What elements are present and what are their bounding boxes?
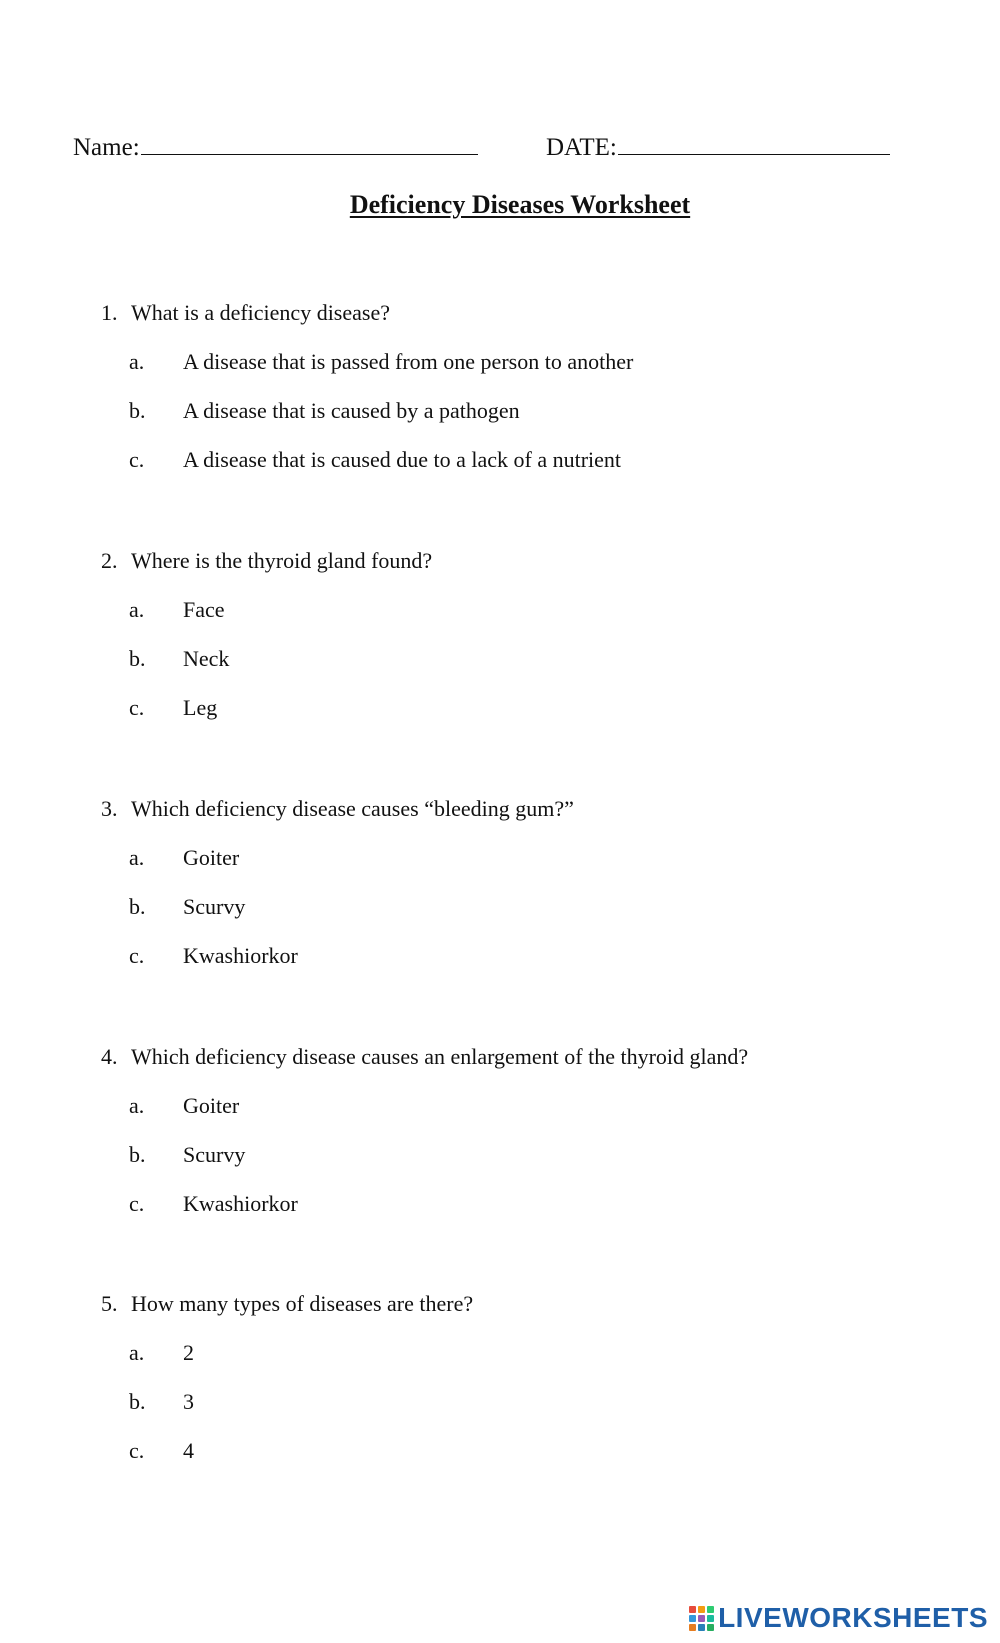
liveworksheets-watermark <box>689 1599 988 1637</box>
question-2 <box>101 548 961 744</box>
option-letter: a. <box>129 349 145 374</box>
option-a[interactable] <box>129 1340 961 1389</box>
date-field[interactable] <box>546 132 890 162</box>
option-a[interactable] <box>129 597 961 646</box>
question-text: What is a deficiency disease? <box>131 300 390 325</box>
question-text: How many types of diseases are there? <box>131 1291 474 1316</box>
worksheet-title: Deficiency Diseases Worksheet <box>349 190 691 219</box>
option-letter: a. <box>129 845 145 870</box>
logo-square <box>707 1615 714 1622</box>
question-text: Where is the thyroid gland found? <box>131 548 433 573</box>
option-letter: c. <box>129 447 145 472</box>
option-letter: c. <box>129 695 145 720</box>
option-text: Neck <box>183 646 230 671</box>
header-row <box>73 132 953 172</box>
option-letter: b. <box>129 1142 146 1167</box>
logo-square <box>689 1615 696 1622</box>
question-head <box>101 548 961 597</box>
option-b[interactable] <box>129 1389 961 1438</box>
question-head <box>101 1291 961 1340</box>
option-c[interactable] <box>129 1191 961 1240</box>
option-c[interactable] <box>129 943 961 992</box>
option-letter: a. <box>129 597 145 622</box>
date-label: DATE: <box>546 134 617 161</box>
question-text: Which deficiency disease causes an enlargement of the thyroid gland? <box>131 1044 749 1069</box>
option-a[interactable] <box>129 1093 961 1142</box>
name-label: Name: <box>73 134 140 161</box>
question-4 <box>101 1044 961 1240</box>
logo-square <box>707 1624 714 1631</box>
option-text: A disease that is caused by a pathogen <box>183 398 520 423</box>
option-text: A disease that is caused due to a lack of a nutrient <box>183 447 622 472</box>
question-head <box>101 300 961 349</box>
option-text: Kwashiorkor <box>183 943 298 968</box>
logo-square <box>698 1615 705 1622</box>
question-head <box>101 1044 961 1093</box>
question-3 <box>101 796 961 992</box>
option-letter: a. <box>129 1093 145 1118</box>
option-text: A disease that is passed from one person to another <box>183 349 634 374</box>
option-letter: c. <box>129 1438 145 1463</box>
logo-square <box>689 1624 696 1631</box>
question-number: 5. <box>101 1291 118 1316</box>
option-text: Face <box>183 597 225 622</box>
name-field[interactable] <box>73 132 478 162</box>
logo-square <box>698 1606 705 1613</box>
option-b[interactable] <box>129 1142 961 1191</box>
question-number: 4. <box>101 1044 118 1069</box>
option-letter: c. <box>129 1191 145 1216</box>
option-c[interactable] <box>129 695 961 744</box>
option-text: Leg <box>183 695 218 720</box>
logo-square <box>707 1606 714 1613</box>
option-text: 2 <box>183 1340 194 1365</box>
question-number: 2. <box>101 548 118 573</box>
question-1 <box>101 300 961 496</box>
logo-square <box>689 1606 696 1613</box>
question-number: 1. <box>101 300 118 325</box>
question-number: 3. <box>101 796 118 821</box>
option-b[interactable] <box>129 894 961 943</box>
option-text: Scurvy <box>183 894 246 919</box>
question-head <box>101 796 961 845</box>
option-text: 4 <box>183 1438 194 1463</box>
option-a[interactable] <box>129 845 961 894</box>
option-letter: b. <box>129 398 146 423</box>
question-5 <box>101 1291 961 1487</box>
option-letter: b. <box>129 894 146 919</box>
option-letter: a. <box>129 1340 145 1365</box>
liveworksheets-logo-icon <box>689 1606 714 1631</box>
name-blank-line[interactable] <box>141 132 478 155</box>
date-blank-line[interactable] <box>618 132 890 155</box>
option-text: Goiter <box>183 1093 240 1118</box>
option-letter: b. <box>129 1389 146 1414</box>
logo-square <box>698 1624 705 1631</box>
question-text: Which deficiency disease causes “bleeding gum?” <box>131 796 574 821</box>
watermark-text: LIVEWORKSHEETS <box>718 1602 988 1633</box>
option-c[interactable] <box>129 447 961 496</box>
option-c[interactable] <box>129 1438 961 1487</box>
option-text: Scurvy <box>183 1142 246 1167</box>
option-letter: c. <box>129 943 145 968</box>
option-b[interactable] <box>129 646 961 695</box>
option-text: Kwashiorkor <box>183 1191 298 1216</box>
option-letter: b. <box>129 646 146 671</box>
option-b[interactable] <box>129 398 961 447</box>
option-text: Goiter <box>183 845 240 870</box>
option-text: 3 <box>183 1389 194 1414</box>
option-a[interactable] <box>129 349 961 398</box>
